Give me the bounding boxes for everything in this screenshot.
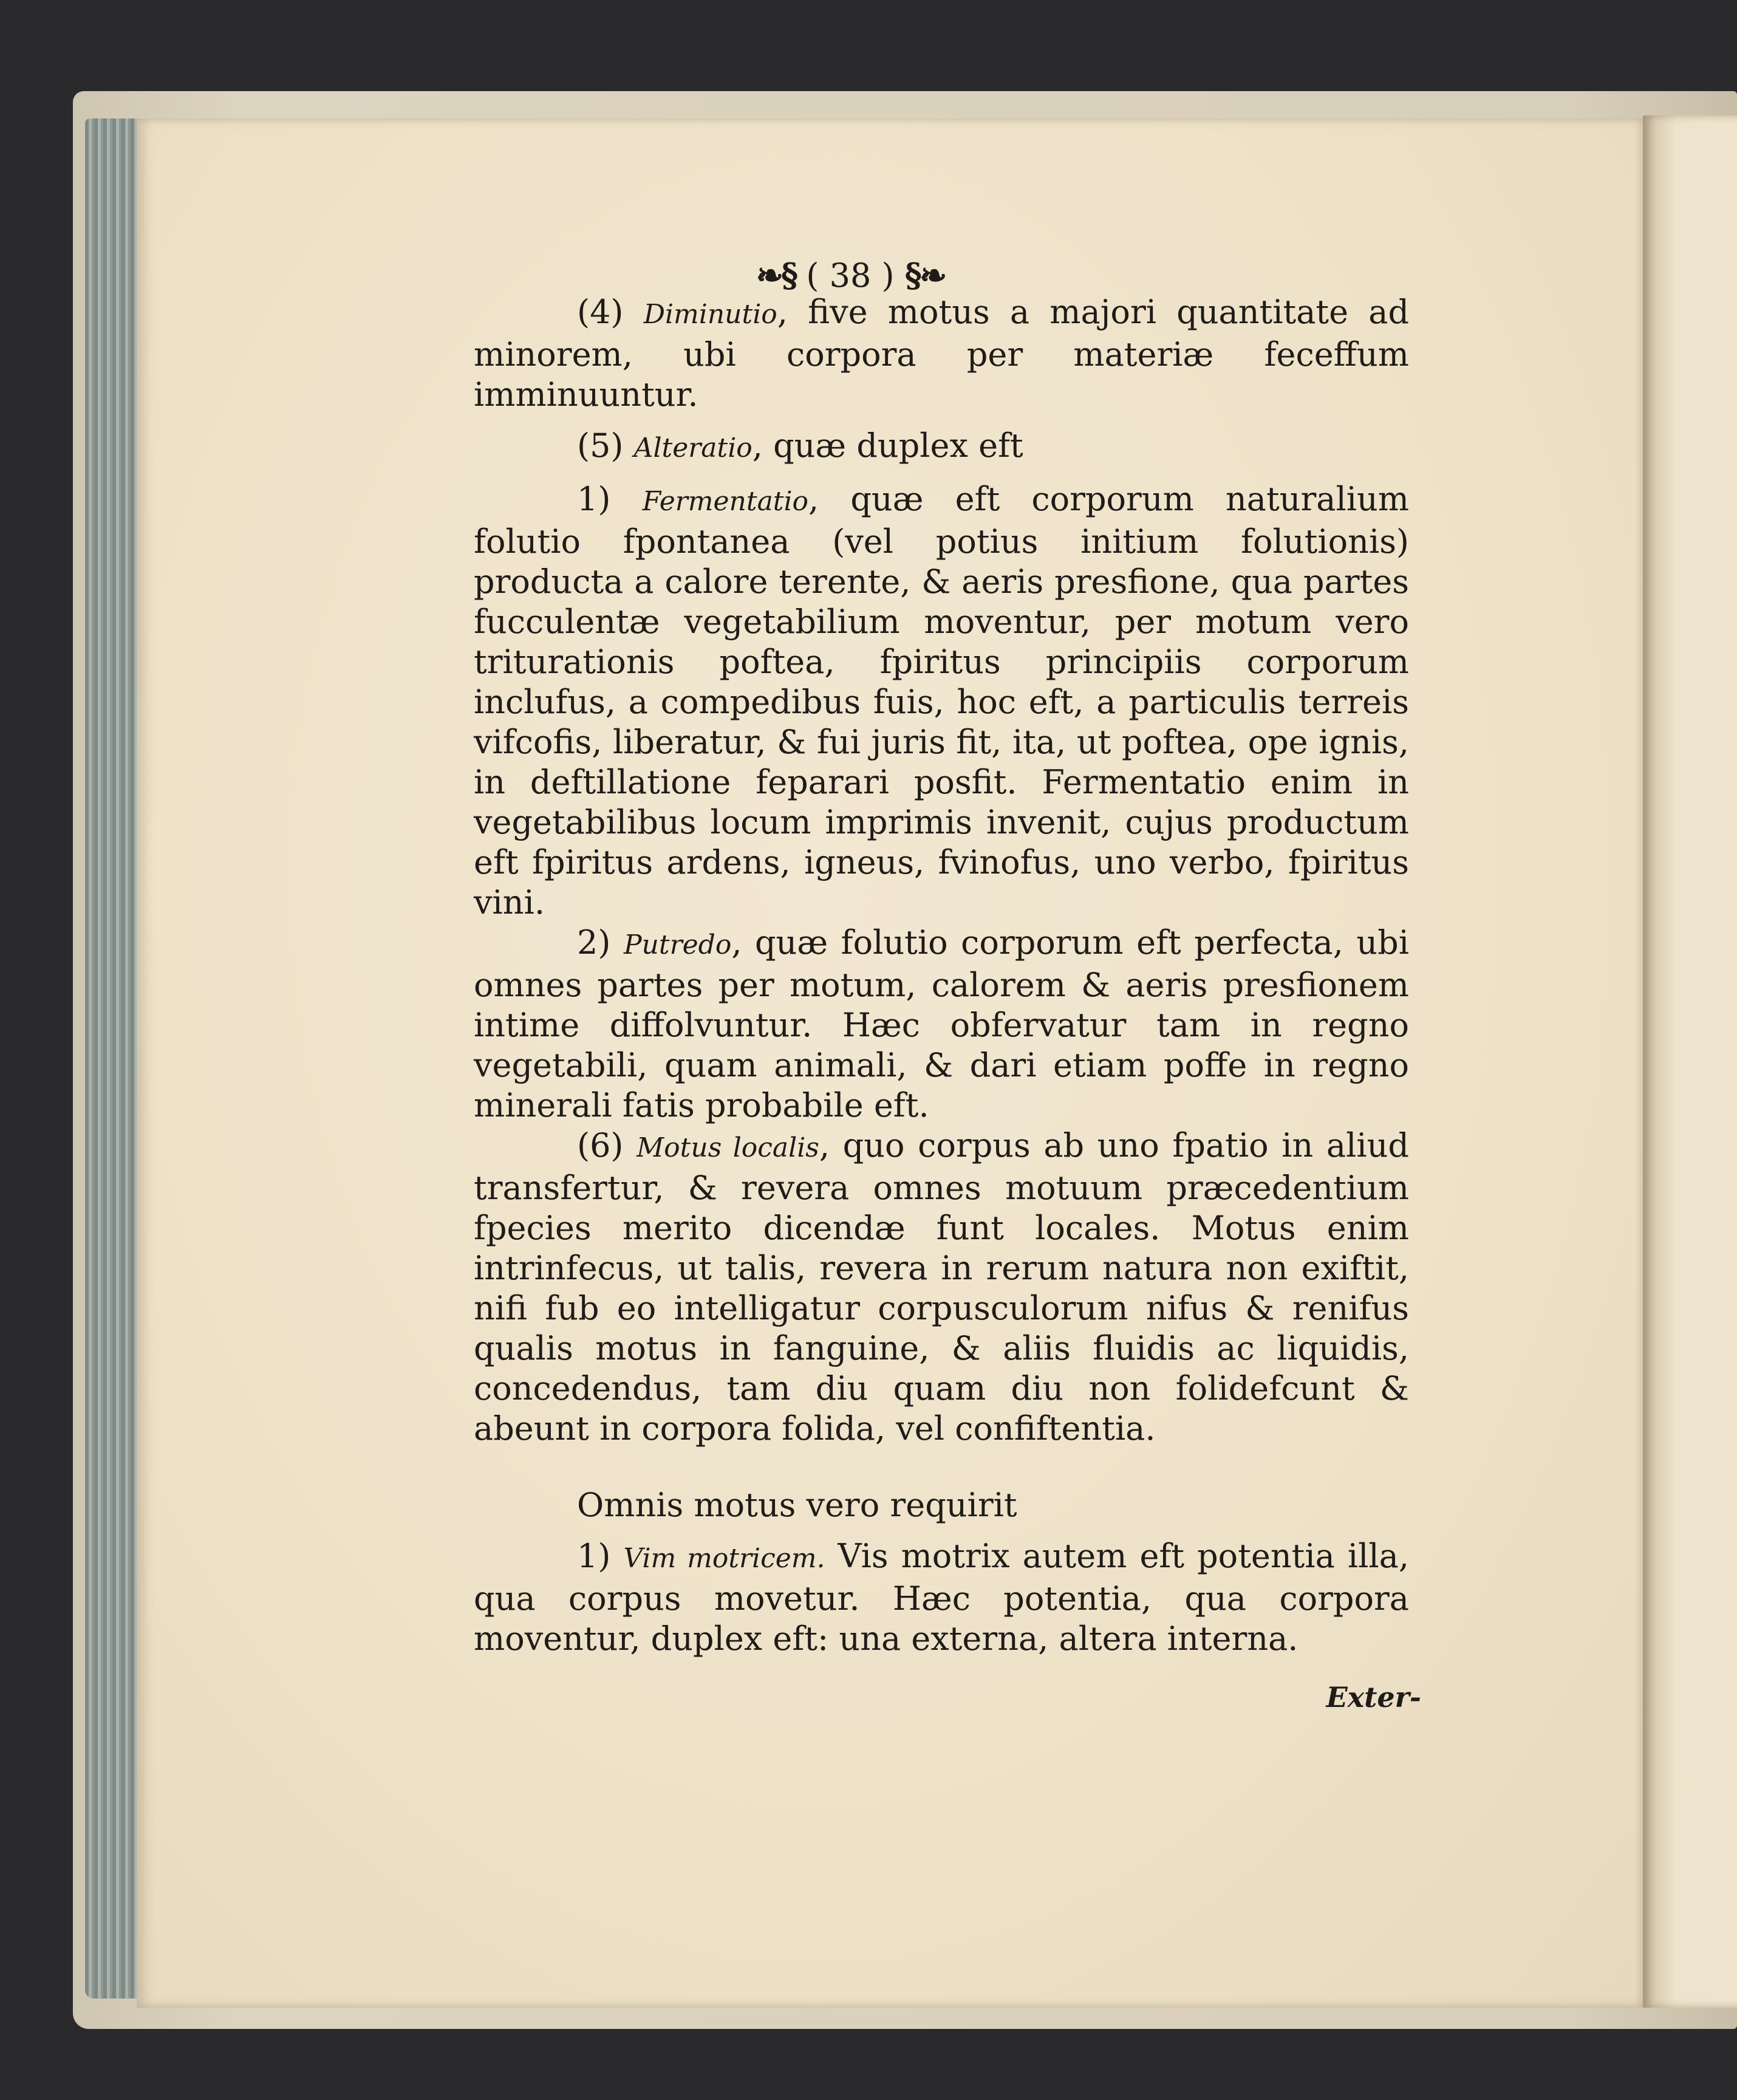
paragraph-body: , quæ folutio corporum eft perfecta, ubi omnes partes per motum, calorem & aeris presfionem intime diffolvuntur. Hæc obfervatur tam in regno vegetabili, quam animali, & dari etiam poffe in regno minerali fatis probabile eft. xyxy=(474,923,1409,1124)
page-number: ( 38 ) xyxy=(806,256,895,295)
paragraph-body: , five motus a majori quantitate ad minorem, ubi corpora per materiæ feceffum imminuuntur. xyxy=(474,293,1410,414)
paragraph-fermentatio xyxy=(474,479,1409,923)
paragraph-number: 1) xyxy=(577,480,611,518)
paragraph-body: , quæ eft corporum naturalium folutio fpontanea (vel potius initium folutionis) producta a calore terente, & aeris presfione, qua partes fucculentæ vegetabilium moventur, per motum vero triturationis poftea, fpiritus principiis corporum inclufus, a compedibus fuis, hoc eft, a particulis terreis vifcofis, liberatur, & fui juris fit, ita, ut poftea, ope ignis, in deftillatione feparari posfit. Fermentatio enim in vegetabilibus locum imprimis invenit, cujus productum eft fpiritus ardens, igneus, fvinofus, uno verbo, fpiritus vini. xyxy=(474,480,1409,922)
paragraph-number: (6) xyxy=(577,1126,624,1165)
page-header xyxy=(292,255,1409,296)
paragraph-putredo xyxy=(474,923,1409,1126)
intro-line: Omnis motus vero requirit xyxy=(577,1486,1017,1524)
paragraph-motus-localis xyxy=(474,1126,1409,1449)
paragraph-vis-motrix xyxy=(474,1536,1409,1659)
paragraph-diminutio xyxy=(474,292,1409,415)
page-text xyxy=(474,255,1421,1717)
paragraph-number: 2) xyxy=(577,923,611,962)
ornament-right-icon: §❧ xyxy=(904,256,945,295)
paragraph-term: Diminutio xyxy=(643,299,777,330)
paragraph-term: Alteratio xyxy=(633,433,752,463)
facing-page-edge xyxy=(1643,115,1737,2008)
paragraph-term: Fermentatio xyxy=(642,486,809,517)
catchword: Exter- xyxy=(1326,1681,1421,1714)
paragraph-number: (5) xyxy=(577,426,624,465)
page-edges xyxy=(85,118,143,1999)
paragraph-term: Vim motricem. xyxy=(623,1543,825,1574)
paragraph-term: Motus localis xyxy=(636,1132,819,1163)
ornament-left-icon: ❧§ xyxy=(756,256,796,295)
paragraph-term: Putredo xyxy=(623,929,732,960)
paragraph-alteratio xyxy=(474,426,1409,468)
paragraph-number: 1) xyxy=(577,1537,611,1575)
paragraph-body: , quo corpus ab uno fpatio in aliud transfertur, & revera omnes motuum præcedentium fpecies merito dicendæ funt locales. Motus enim intrinfecus, ut talis, revera in rerum natura non exiftit, nifi fub eo intelligatur corpusculorum nifus & renifus qualis motus in fanguine, & aliis fluidis ac liquidis, concedendus, tam diu quam diu non folidefcunt & abeunt in corpora folida, vel confiftentia. xyxy=(474,1126,1410,1448)
paragraph-body: Vis motrix autem eft potentia illa, qua corpus movetur. Hæc potentia, qua corpora moventur, duplex eft: una externa, altera interna. xyxy=(474,1537,1409,1658)
paragraph-number: (4) xyxy=(577,293,624,331)
paragraph-body: , quæ duplex eft xyxy=(752,426,1023,465)
